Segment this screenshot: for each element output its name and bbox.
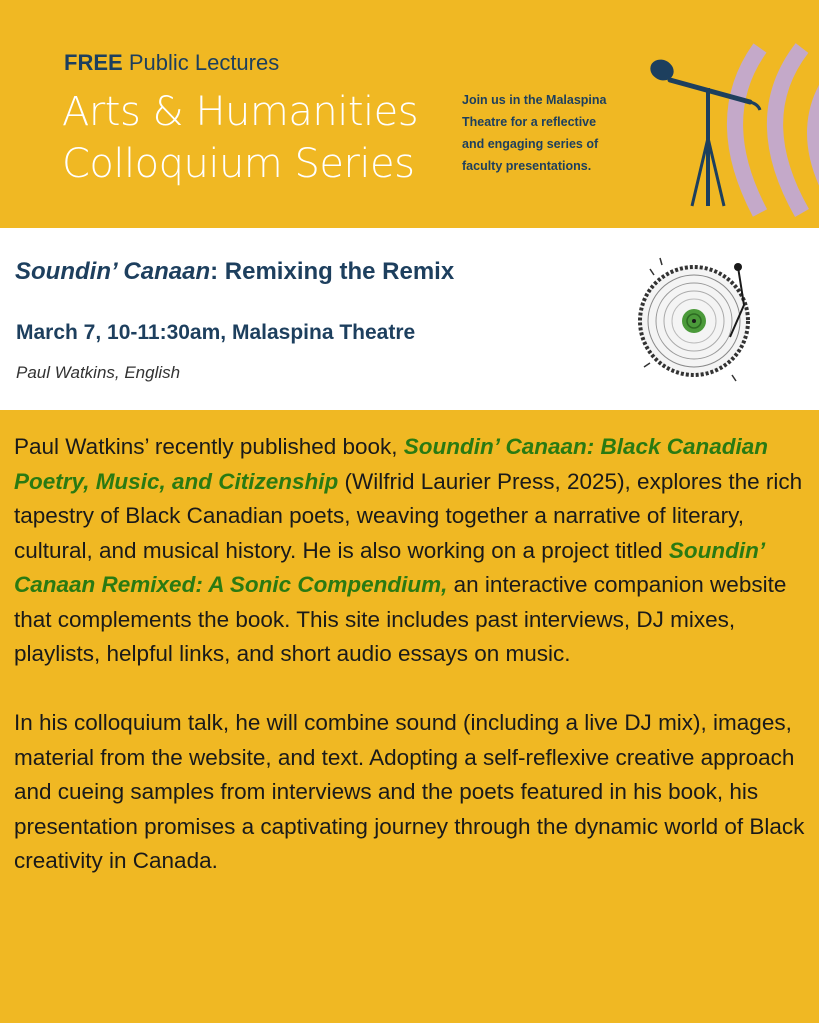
description-paragraph-2: In his colloquium talk, he will combine sound (including a live DJ mix), images, material from the website, and text. Adopting a self-reflexive creative approach and cueing samples from interviews and the poets featured in his book, his presentation promises a captivating journey through the dynamic world of Black creativity in Canada. (14, 710, 805, 873)
record-turntable-icon (632, 245, 762, 390)
blurb-line: Theatre for a reflective (462, 115, 597, 129)
event-title-italic: Soundin’ Canaan (15, 258, 211, 285)
series-title (62, 86, 418, 190)
book-title: Soundin’ Canaan: Black Canadian Poetry, Music, and Citizenship (14, 434, 769, 494)
blurb-line: and engaging series of (462, 137, 599, 151)
free-label: FREE (64, 50, 123, 75)
sound-arc-icon (735, 48, 819, 213)
series-title-line1: Arts & Humanities (62, 89, 419, 135)
free-public-lectures (64, 50, 279, 76)
p1-text: an interactive companion website that complements the book. This site includes past interviews, DJ mixes, playlists, helpful links, and short audio essays on music. (14, 572, 787, 666)
project-title: Soundin’ Canaan Remixed: A Sonic Compendium, (14, 537, 765, 597)
p1-text: (Wilfrid Laurier Press, 2025), explores the rich tapestry of Black Canadian poets, weaving together a narrative of literary, cultural, and musical history. He is also working on a project titled (14, 468, 803, 563)
blurb-line: Join us in the Malaspina (462, 93, 607, 107)
public-lectures-label: Public Lectures (128, 50, 280, 75)
series-title-line2: Colloquium Series (62, 141, 415, 187)
header-banner (0, 0, 819, 228)
p1-text: Paul Watkins’ recently published book, (14, 434, 404, 459)
event-date-location: March 7, 10-11:30am, Malaspina Theatre (16, 321, 416, 344)
event-speaker: Paul Watkins, English (16, 363, 181, 382)
event-description (14, 430, 809, 913)
event-title-rest: : Remixing the Remix (210, 258, 455, 285)
description-paragraph-1 (14, 430, 809, 672)
event-title (15, 258, 454, 286)
microphone-icon (640, 38, 819, 218)
blurb-line: faculty presentations. (462, 159, 592, 173)
join-blurb (462, 89, 632, 177)
